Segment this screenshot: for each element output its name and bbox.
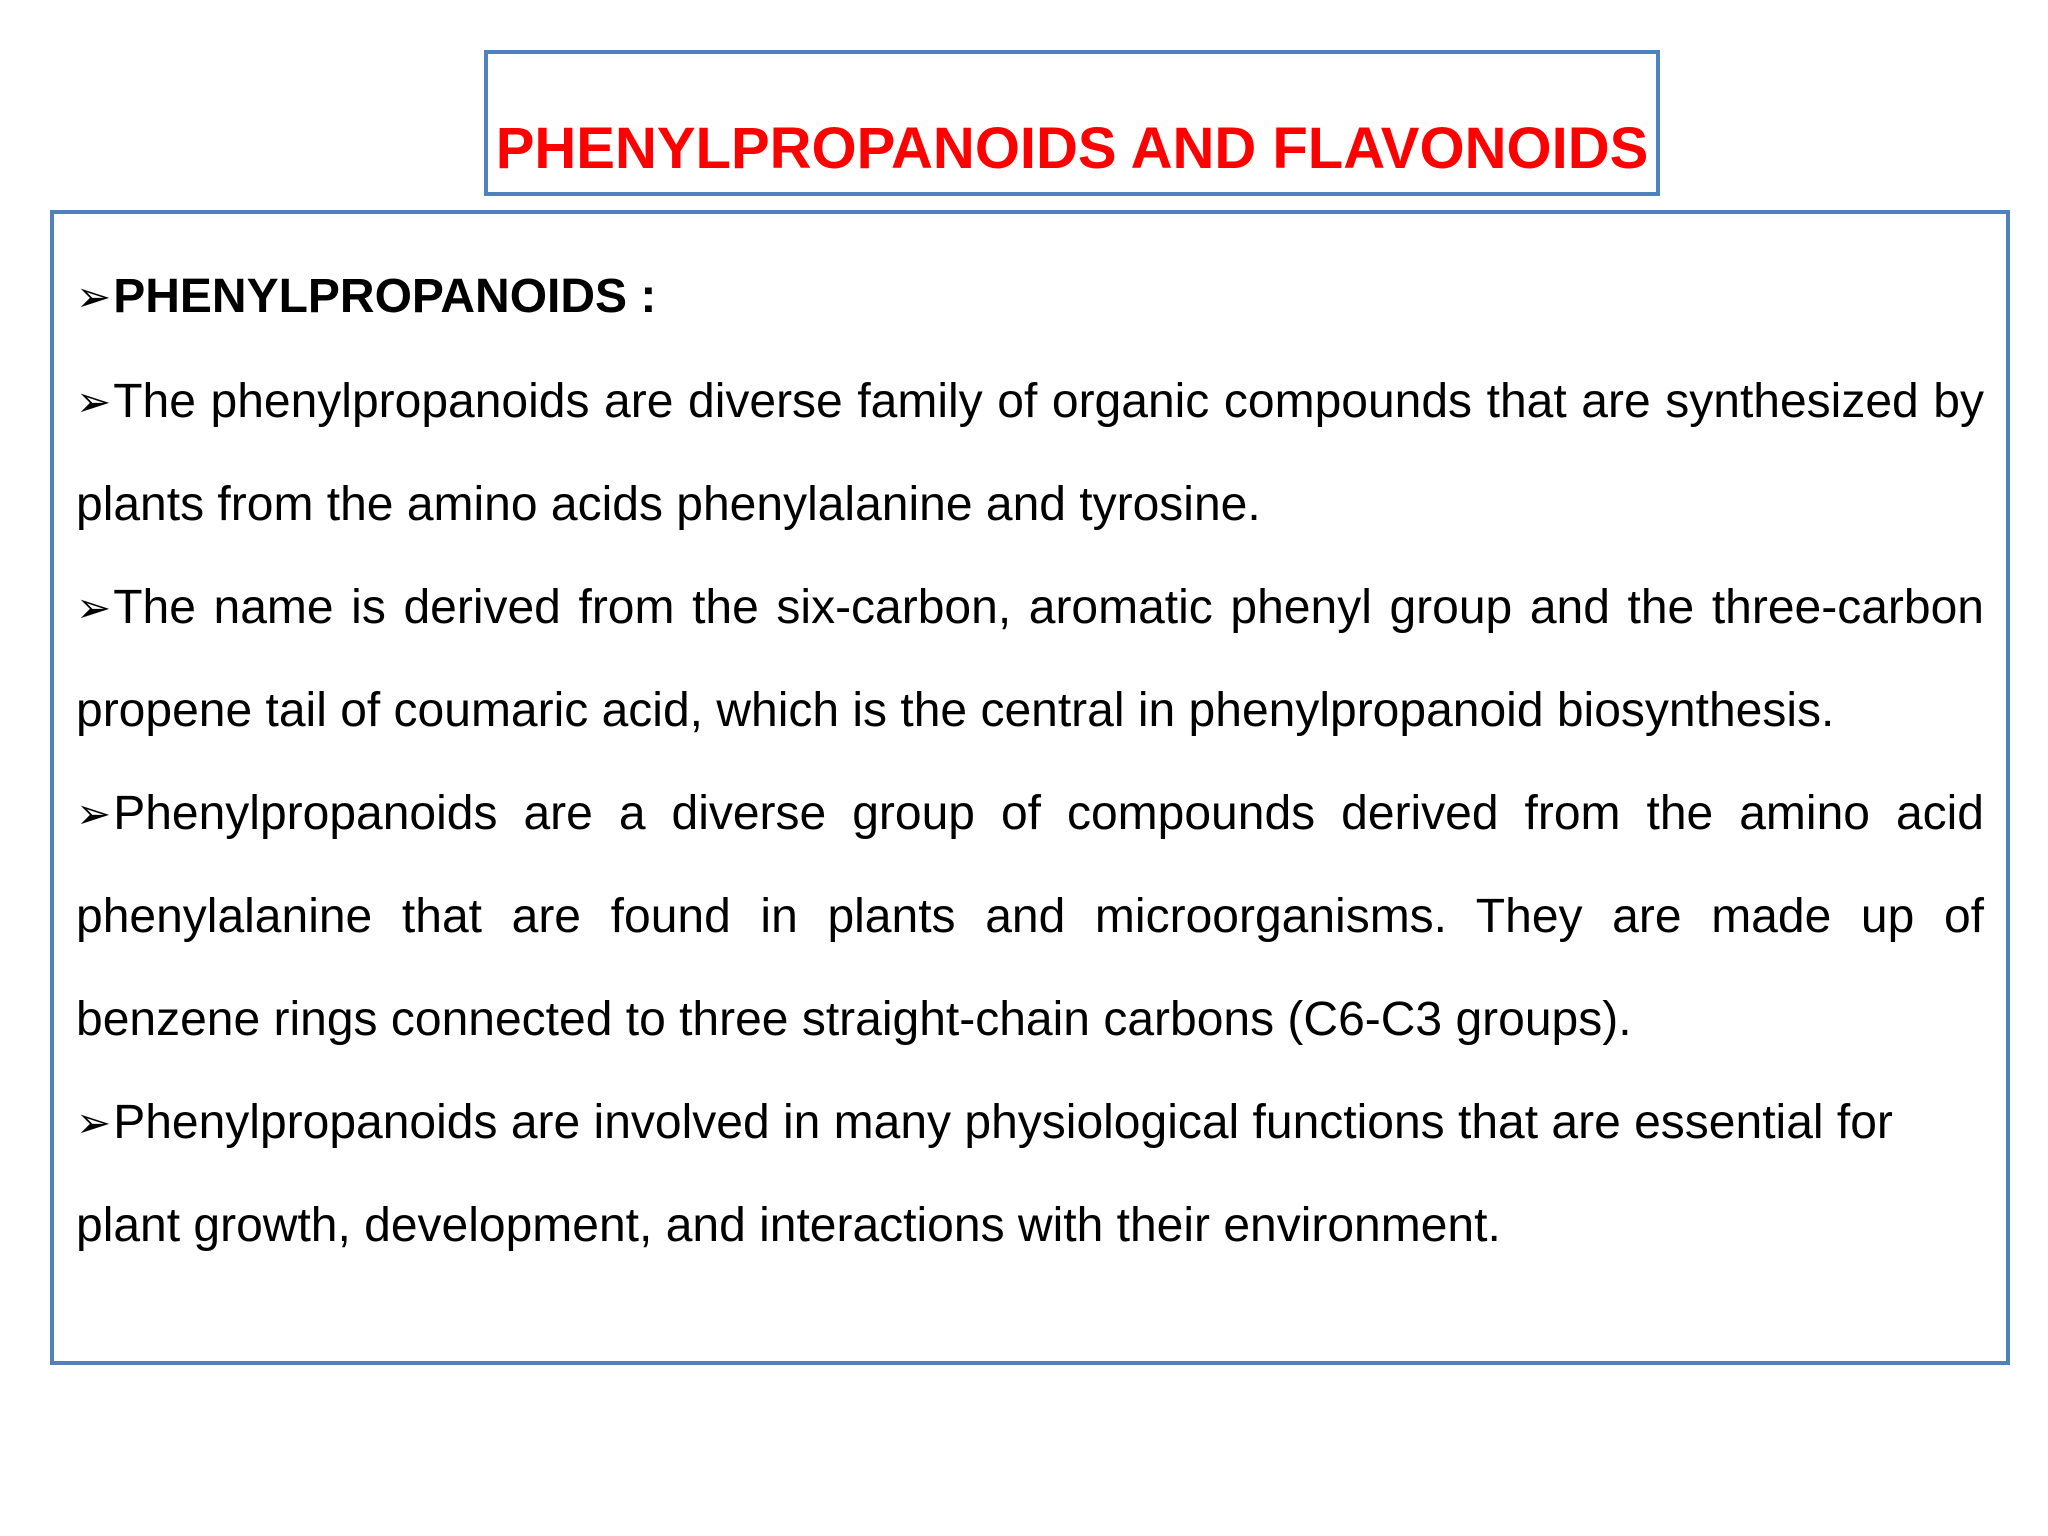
slide-title: PHENYLPROPANOIDS AND FLAVONOIDS: [495, 116, 1649, 181]
bullet-text: Phenylpropanoids are a diverse group of compounds derived from the amino acid phenylalanine that are found in plants and microorganisms. They are made up of benzene rings connected to three straight-chain carbons (C6-C3 groups).: [76, 787, 1984, 1046]
arrow-bullet-icon: ➢: [76, 1098, 112, 1147]
section-heading-text: PHENYLPROPANOIDS :: [113, 270, 657, 323]
content-box: [50, 210, 2010, 1365]
bullet-text: The phenylpropanoids are diverse family of organic compounds that are synthesized by plants from the amino acids phenylalanine and tyrosine.: [76, 375, 1984, 531]
bullet-item: [76, 762, 1984, 1071]
arrow-bullet-icon: ➢: [76, 272, 112, 321]
section-heading: [76, 252, 1984, 342]
bullet-item: [76, 1071, 1984, 1277]
bullet-item: [76, 556, 1984, 762]
title-box: [484, 50, 1660, 196]
arrow-bullet-icon: ➢: [76, 377, 112, 426]
bullet-item: [76, 350, 1984, 556]
bullet-text: The name is derived from the six-carbon, aromatic phenyl group and the three-carbon propene tail of coumaric acid, which is the central in phenylpropanoid biosynthesis.: [76, 581, 1984, 737]
arrow-bullet-icon: ➢: [76, 789, 112, 838]
arrow-bullet-icon: ➢: [76, 583, 112, 632]
bullet-text: Phenylpropanoids are involved in many physiological functions that are essential for plant growth, development, and interactions with their environment.: [76, 1096, 1893, 1252]
